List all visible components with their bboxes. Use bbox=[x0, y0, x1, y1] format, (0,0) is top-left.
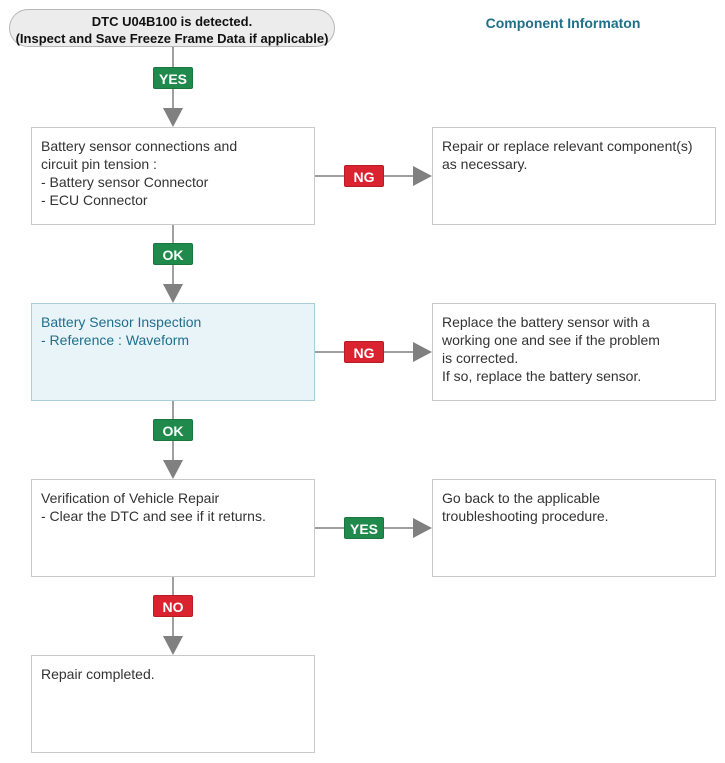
step-box-verification bbox=[31, 479, 315, 577]
action-text-line: Go back to the applicable bbox=[442, 490, 600, 506]
start-line-2: (Inspect and Save Freeze Frame Data if applicable) bbox=[15, 31, 329, 46]
step-box-repair-completed bbox=[31, 655, 315, 753]
ok-badge: OK bbox=[153, 419, 193, 441]
step-box-connections bbox=[31, 127, 315, 225]
action-box-repair-replace bbox=[432, 127, 716, 225]
step-text-line: Battery sensor connections and bbox=[41, 138, 238, 154]
yes-badge: YES bbox=[344, 517, 384, 539]
yes-badge: YES bbox=[153, 67, 193, 89]
step-text-line: circuit pin tension : bbox=[41, 156, 157, 172]
start-node bbox=[9, 9, 335, 47]
step-box-battery-sensor-inspection[interactable] bbox=[31, 303, 315, 401]
component-information-link[interactable]: Component Informaton bbox=[485, 15, 641, 31]
start-line-1: DTC U04B100 is detected. bbox=[91, 14, 253, 29]
ng-badge: NG bbox=[344, 341, 384, 363]
no-badge: NO bbox=[153, 595, 193, 617]
arrowhead-icon bbox=[163, 636, 183, 655]
arrowhead-icon bbox=[163, 108, 183, 127]
arrowhead-icon bbox=[413, 342, 432, 362]
step-text-line: - Clear the DTC and see if it returns. bbox=[41, 508, 266, 524]
step-text-line: Repair completed. bbox=[41, 666, 155, 682]
ng-badge: NG bbox=[344, 165, 384, 187]
ok-badge: OK bbox=[153, 243, 193, 265]
action-text-line: as necessary. bbox=[442, 156, 528, 172]
step-text-line: - Battery sensor Connector bbox=[41, 174, 209, 190]
arrowhead-icon bbox=[163, 460, 183, 479]
action-text-line: is corrected. bbox=[442, 350, 519, 366]
step-text-line: Verification of Vehicle Repair bbox=[41, 490, 220, 506]
action-text-line: Repair or replace relevant component(s) bbox=[442, 138, 693, 154]
arrowhead-icon bbox=[163, 284, 183, 303]
step-link-line[interactable]: - Reference : Waveform bbox=[41, 332, 190, 348]
action-text-line: Replace the battery sensor with a bbox=[442, 314, 650, 330]
action-text-line: troubleshooting procedure. bbox=[442, 508, 609, 524]
action-text-line: If so, replace the battery sensor. bbox=[442, 368, 642, 384]
step-text-line: - ECU Connector bbox=[41, 192, 148, 208]
action-box-go-back bbox=[432, 479, 716, 577]
arrowhead-icon bbox=[413, 166, 432, 186]
arrowhead-icon bbox=[413, 518, 432, 538]
action-text-line: working one and see if the problem bbox=[442, 332, 660, 348]
step-link-line[interactable]: Battery Sensor Inspection bbox=[41, 314, 202, 330]
action-box-replace-sensor bbox=[432, 303, 716, 401]
